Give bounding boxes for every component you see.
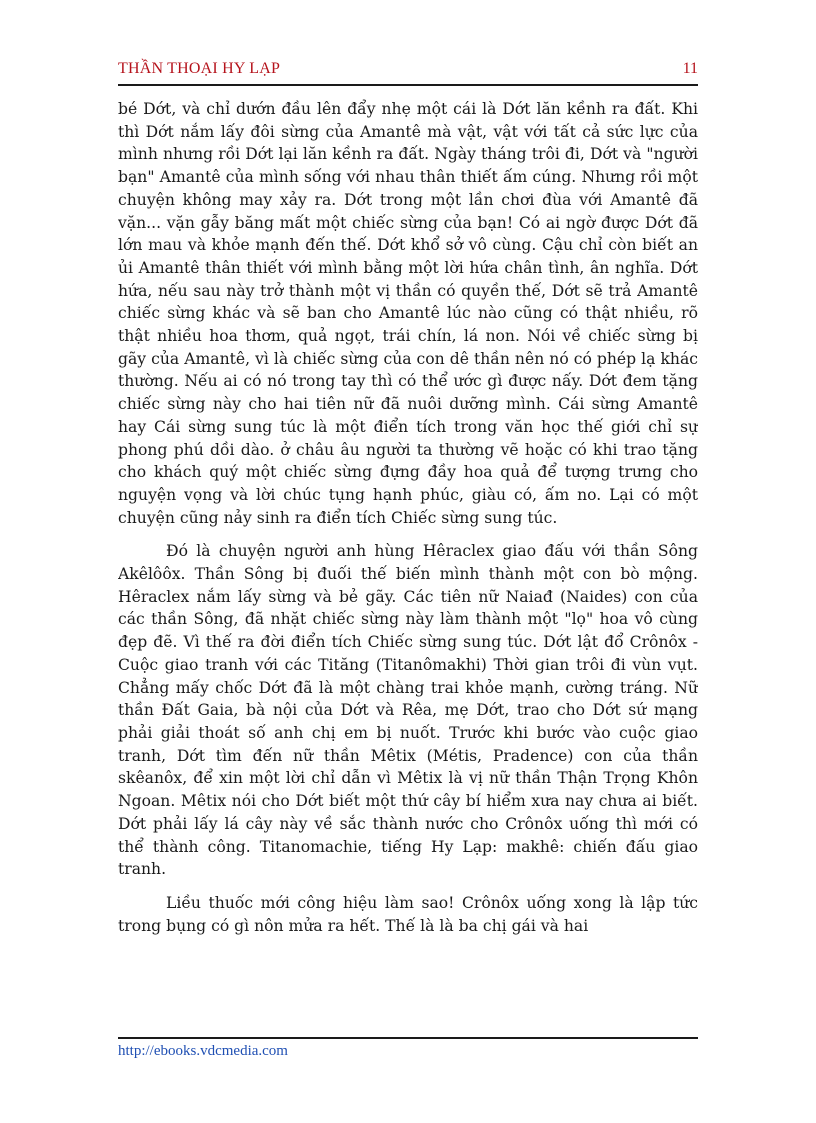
book-title: THẦN THOẠI HY LẠP [118,60,281,77]
paragraph-2: Đó là chuyện người anh hùng Hêraclex giao đấu với thần Sông Akêlôôx. Thần Sông bị đuối thế biến mình thành một con bò mộng. Hêraclex nắm lấy sừng và bẻ gãy. Các tiên nữ Naiađ (Naides) con của các thần Sông, đã nhặt chiếc sừng này làm thành một "lọ" hoa vô cùng đẹp đẽ. Vì thế ra đời điển tích Chiếc sừng sung túc. Dớt lật đổ Crônôx -Cuộc giao tranh với các Tităng (Titanômakhi) Thời gian trôi đi vùn vụt. Chẳng mấy chốc Dớt đã là một chàng trai khỏe mạnh, cường tráng. Nữ thần Đất Gaia, bà nội của Dớt và Rêa, mẹ Dớt, trao cho Dớt sứ mạng phải giải thoát số anh chị em bị nuốt. Trước khi bước vào cuộc giao tranh, Dớt tìm đến nữ thần Mêtix (Métis, Pradence) con của thần skêanôx, để xin một lời chỉ dẫn vì Mêtix là vị nữ thần Thận Trọng Khôn Ngoan. Mêtix nói cho Dớt biết một thứ cây bí hiểm xưa nay chưa ai biết. Dớt phải lấy lá cây này về sắc thành nước cho Crônôx uống thì mới có thể thành công. Titanomachie, tiếng Hy Lạp: makhê: chiến đấu giao tranh. [118,542,698,879]
footer-divider [118,1037,698,1039]
body-text [118,98,698,958]
footer-link[interactable]: http://ebooks.vdcmedia.com [118,1043,288,1059]
paragraph-3: Liều thuốc mới công hiệu làm sao! Crônôx uống xong là lập tức trong bụng có gì nôn mửa ra hết. Thế là là ba chị gái và hai [118,893,698,935]
header-divider [118,84,698,86]
paragraph-1: bé Dớt, và chỉ dướn đầu lên đẩy nhẹ một cái là Dớt lăn kềnh ra đất. Khi thì Dớt nắm lấy đôi sừng của Amantê mà vật, vật với tất cả sức lực của mình nhưng rồi Dớt lại lăn kềnh ra đất. Ngày tháng trôi đi, Dớt và "người bạn" Amantê của mình sống với nhau thân thiết ấm cúng. Nhưng rồi một chuyện không may xảy ra. Dớt trong một lần chơi đùa với Amantê đã vặn... vặn gẫy băng mất một chiếc sừng của bạn! Có ai ngờ được Dớt đã lớn mau và khỏe mạnh đến thế. Dớt khổ sở vô cùng. Cậu chỉ còn biết an ủi Amantê thân thiết với mình bằng một lời hứa chân tình, ân nghĩa. Dớt hứa, nếu sau này trở thành một vị thần có quyền thế, Dớt sẽ trả Amantê chiếc sừng khác và sẽ ban cho Amantê lúc nào cũng có thật nhiều, rõ thật nhiều hoa thơm, quả ngọt, trái chín, lá non. Nói về chiếc sừng bị gãy của Amantê, vì là chiếc sừng của con dê thần nên nó có phép lạ khác thường. Nếu ai có nó trong tay thì có thể ước gì được nấy. Dớt đem tặng chiếc sừng này cho hai tiên nữ đã nuôi dưỡng mình. Cái sừng Amantê hay Cái sừng sung túc là một điển tích trong văn học thế giới chỉ sự phong phú dồi dào. ở châu âu người ta thường vẽ hoặc có khi trao tặng cho khách quý một chiếc sừng đựng đầy hoa quả để tượng trưng cho nguyện vọng và lời chúc tụng hạnh phúc, giàu có, ấm no. Lại có một chuyện cũng nảy sinh ra điển tích Chiếc sừng sung túc. [118,100,698,527]
page-number: 11 [682,60,698,77]
page-header [118,60,698,82]
